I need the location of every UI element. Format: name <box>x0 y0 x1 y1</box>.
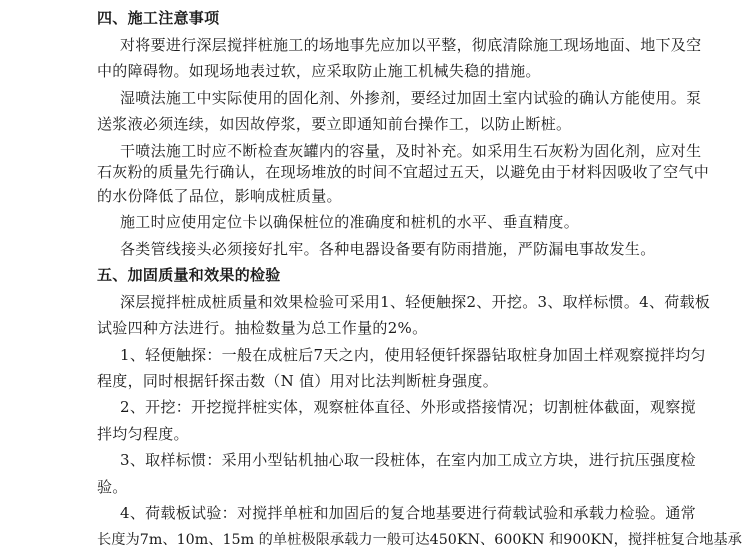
paragraph-line: 拌均匀程度。 <box>97 425 189 443</box>
paragraph-line: 2、开挖：开挖搅拌桩实体，观察桩体直径、外形或搭接情况；切割桩体截面，观察搅 <box>120 398 696 416</box>
paragraph-line: 的水份降低了品位，影响成桩质量。 <box>97 187 342 205</box>
paragraph-line: 施工时应使用定位卡以确保桩位的准确度和桩机的水平、垂直精度。 <box>120 213 580 231</box>
paragraph-line: 各类管线接头必须接好扎牢。各种电器设备要有防雨措施，严防漏电事故发生。 <box>120 240 656 258</box>
paragraph-line: 1、轻便触探：一般在成桩后7天之内，使用轻便钎探器钻取桩身加固土样观察搅拌均匀 <box>120 346 706 364</box>
paragraph-line: 试验四种方法进行。抽检数量为总工作量的2%。 <box>97 319 428 337</box>
paragraph-line: 石灰粉的质量先行确认，在现场堆放的时间不宜超过五天，以避免由于材料因吸收了空气中 <box>97 163 710 181</box>
paragraph-line: 3、取样标惯：采用小型钻机抽心取一段桩体，在室内加工成立方块，进行抗压强度检 <box>120 451 696 469</box>
paragraph-line: 深层搅拌桩成桩质量和效果检验可采用1、轻便触探2、开挖。3、取样标惯。4、荷载板 <box>120 293 711 311</box>
paragraph-line: 长度为7m、10m、15m 的单桩极限承载力一般可达450KN、600KN 和900KN，搅拌桩复合地基承 <box>97 532 742 548</box>
paragraph-line: 干喷法施工时应不断检查灰罐内的容量，及时补充。如采用生石灰粉为固化剂，应对生 <box>120 142 702 160</box>
section-heading: 五、加固质量和效果的检验 <box>97 266 281 284</box>
paragraph-line: 程度，同时根据钎探击数（N 值）用对比法判断桩身强度。 <box>97 372 498 390</box>
paragraph-line: 送浆液必须连续，如因故停浆，要立即通知前台操作工，以防止断桩。 <box>97 115 572 133</box>
section-heading: 四、施工注意事项 <box>97 9 220 27</box>
paragraph-line: 湿喷法施工中实际使用的固化剂、外掺剂，要经过加固土室内试验的确认方能使用。泵 <box>120 89 702 107</box>
paragraph-line: 对将要进行深层搅拌桩施工的场地事先应加以平整，彻底清除施工现场地面、地下及空 <box>120 36 702 54</box>
paragraph-line: 4、荷载板试验：对搅拌单桩和加固后的复合地基要进行荷载试验和承载力检验。通常 <box>120 504 696 522</box>
paragraph-line: 验。 <box>97 478 128 496</box>
paragraph-line: 中的障碍物。如现场地表过软，应采取防止施工机械失稳的措施。 <box>97 62 541 80</box>
